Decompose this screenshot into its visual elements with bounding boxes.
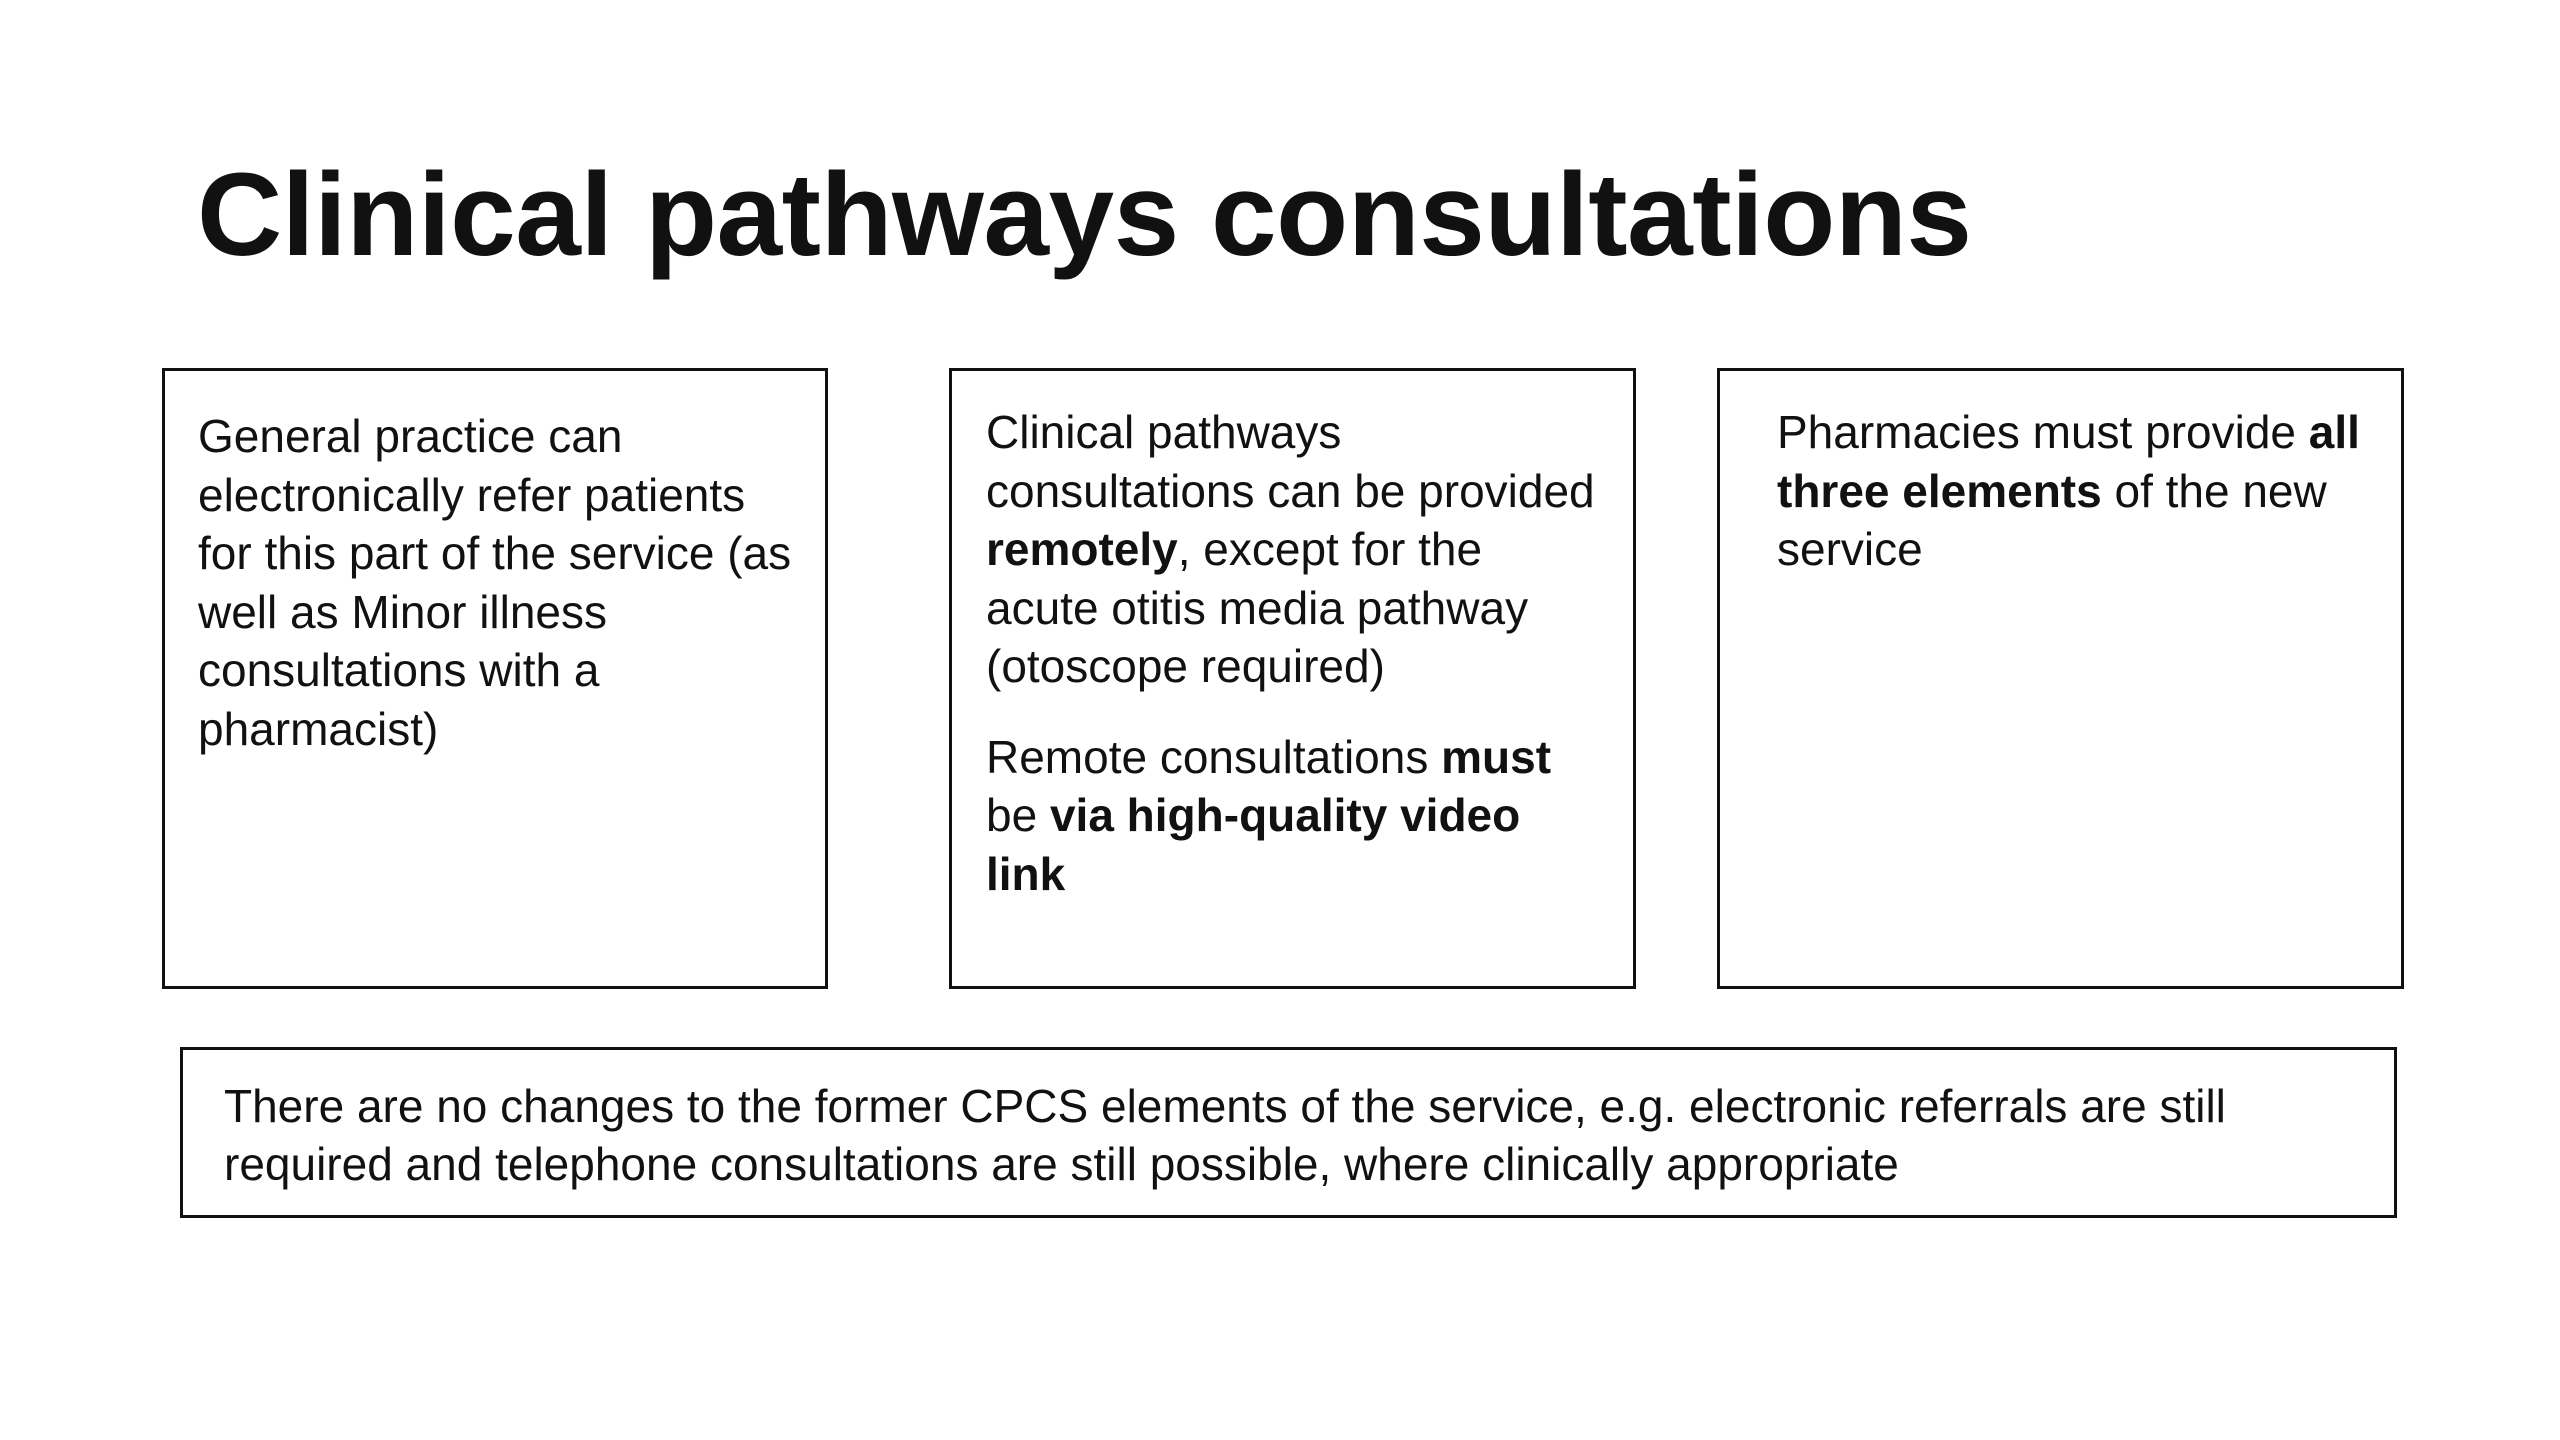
box-paragraph xyxy=(198,407,795,758)
text-run-bold: must xyxy=(1441,730,1552,783)
text-run: be xyxy=(986,789,1050,841)
box-pharmacy-elements xyxy=(1717,368,2404,989)
text-run: Clinical pathways consultations can be provided xyxy=(986,406,1595,517)
text-run-bold: all three elements xyxy=(1777,406,2360,517)
box-paragraph xyxy=(1777,403,2371,579)
box-paragraph xyxy=(986,728,1603,904)
box-cpcs-note xyxy=(180,1047,2397,1218)
text-run-bold: remotely xyxy=(986,523,1178,575)
text-run: There are no changes to the former CPCS elements of the service, e.g. electronic referrals are still required and telephone consultations are still possible, where clinically appropriate xyxy=(224,1080,2226,1190)
box-remote-consultations xyxy=(949,368,1636,989)
text-run: of the new service xyxy=(1777,464,2327,575)
text-run: Pharmacies must provide xyxy=(1777,406,2309,458)
box-paragraph xyxy=(986,403,1603,696)
slide-title: Clinical pathways consultations xyxy=(197,149,1972,281)
text-run: General practice can electronically refer patients for this part of the service (as well as Minor illness consultations with a pharmacist) xyxy=(198,410,792,755)
text-run: , except for the acute otitis media pathway (otoscope required) xyxy=(986,523,1529,692)
text-run-bold: via high-quality video link xyxy=(986,789,1521,900)
box-paragraph xyxy=(224,1077,2364,1193)
box-gp-referral xyxy=(162,368,828,989)
text-run: Remote consultations xyxy=(986,730,1442,783)
